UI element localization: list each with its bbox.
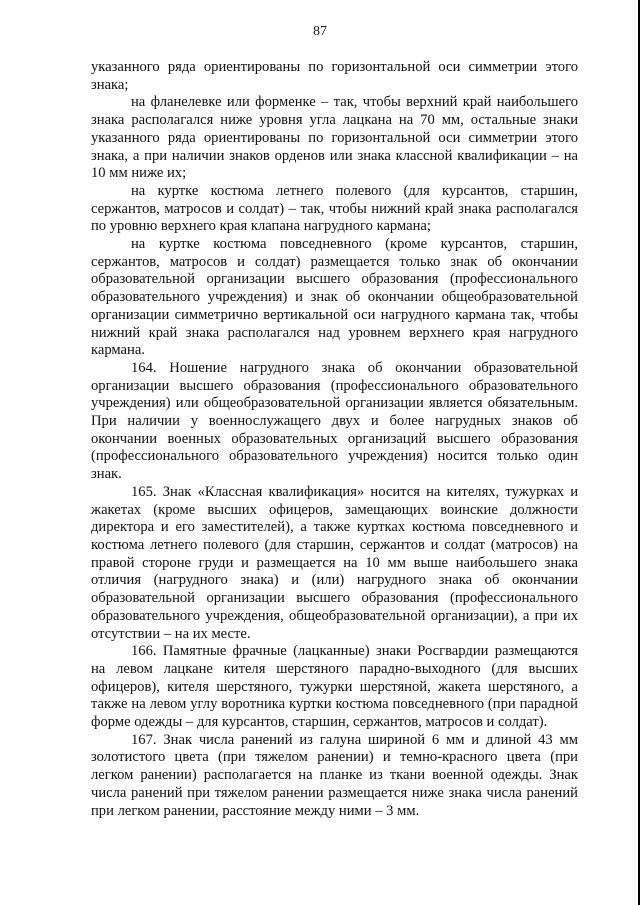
paragraph-165: 165. Знак «Классная квалификация» носится на кителях, тужурках и жакетах (кроме высших офицеров, замещающих воинские должности директора и его заместителей), а также куртках костюма повседневного и костюма летнего полевого (для старшин, сержантов и солдат (матросов) на правой стороне груди и размещается на 10 мм выше наибольшего знака отличия (нагрудного знака) и (или) нагрудного знака об окончании образовательной организации высшего образования (профессионального образовательного учреждения, общеобразовательной организации), а при их отсутствии – на их месте. [91, 483, 578, 642]
paragraph-167: 167. Знак числа ранений из галуна шириной 6 мм и длиной 43 мм золотистого цвета (при тяжелом ранении) и темно-красного цвета (при легком ранении) располагается на планке из ткани военной одежды. Знак числа ранений при тяжелом ранении размещается ниже знака числа ранений при легком ранении, расстояние между ними – 3 мм. [91, 731, 578, 819]
paragraph-164: 164. Ношение нагрудного знака об окончании образовательной организации высшего образования (профессионального образовательного учреждения) или общеобразовательной организации является обязательным. При наличии у военнослужащего двух и более нагрудных знаков об окончании военных образовательных организаций высшего образования (профессионального образовательного учреждения) носится только один знак. [91, 359, 578, 483]
paragraph-flannel-placement: на фланелевке или форменке – так, чтобы верхний край наибольшего знака располагался ниже уровня угла лацкана на 70 мм, остальные знаки указанного ряда ориентированы по горизонтальной оси симметрии этого знака, а при наличии знаков орденов или знака классной квалификации – на 10 мм ниже их; [91, 94, 578, 182]
paragraph-summer-field-jacket: на куртке костюма летнего полевого (для курсантов, старшин, сержантов, матросов и солдат) – так, чтобы нижний край знака располагался по уровню верхнего края клапана нагрудного кармана; [91, 182, 578, 235]
paragraph-continuation: указанного ряда ориентированы по горизонтальной оси симметрии этого знака; [91, 59, 578, 93]
document-body [91, 59, 578, 820]
page-number: 87 [313, 24, 327, 39]
paragraph-166: 166. Памятные фрачные (лацканные) знаки Росгвардии размещаются на левом лацкане кителя шерстяного парадно-выходного (для высших офицеров), кителя шерстяного, тужурки шерстяной, жакета шерстяного, а также на левом углу воротника куртки костюма повседневного (при парадной форме одежды – для курсантов, старшин, сержантов, матросов и солдат). [91, 643, 578, 731]
paragraph-everyday-jacket: на куртке костюма повседневного (кроме курсантов, старшин, сержантов, матросов и солдат) размещается только знак об окончании образовательной организации высшего образования (профессионального образовательного учреждения) и знак об окончании общеобразовательной организации симметрично вертикальной оси нагрудного кармана так, чтобы нижний край знака располагался над уровнем верхнего края нагрудного кармана. [91, 236, 578, 359]
